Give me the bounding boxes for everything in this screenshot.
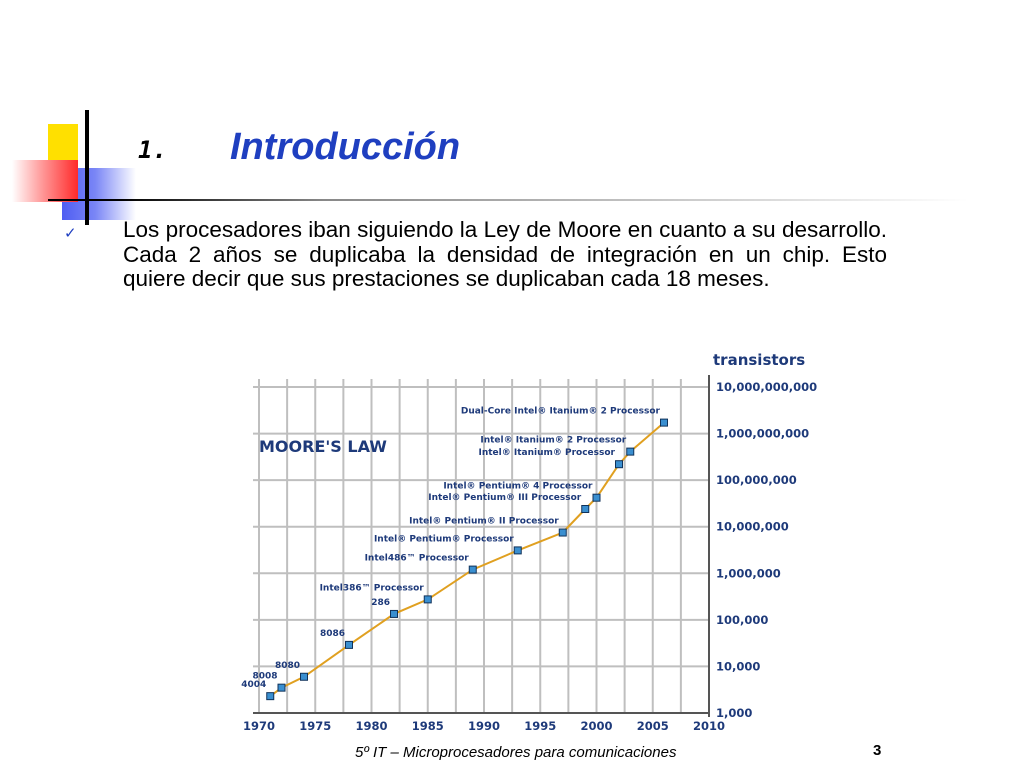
data-label: Intel® Itanium® 2 Processor: [480, 435, 627, 446]
data-point: [661, 419, 668, 426]
x-tick-label: 1975: [299, 719, 332, 733]
data-label: 8008: [252, 671, 278, 682]
data-point: [346, 641, 353, 648]
x-tick-label: 1990: [467, 719, 501, 733]
chart-title: MOORE'S LAW: [259, 437, 387, 456]
title-underline: [48, 199, 968, 201]
x-tick-label: 2005: [636, 719, 669, 733]
x-tick-label: 1970: [242, 719, 276, 733]
data-label: Intel® Pentium® 4 Processor: [443, 481, 593, 492]
x-tick-label: 1995: [524, 719, 557, 733]
y-tick-label: 100,000: [716, 612, 769, 627]
data-point: [582, 506, 589, 513]
data-label: Intel® Pentium® Processor: [373, 534, 514, 545]
x-tick-label: 2000: [580, 719, 613, 733]
data-point: [391, 610, 398, 617]
data-label: Intel486™ Processor: [364, 553, 469, 564]
data-label: 4004: [241, 680, 267, 691]
data-label: Dual-Core Intel® Itanium® 2 Processor: [460, 406, 660, 417]
moores-law-chart: [215, 345, 818, 737]
y-tick-label: 10,000,000,000: [716, 380, 818, 394]
data-label: 8080: [274, 660, 300, 671]
data-point: [627, 448, 634, 455]
decor-yellow-square: [48, 124, 78, 164]
data-point: [424, 596, 431, 603]
y-axis-title: transistors: [713, 351, 806, 369]
data-point: [267, 693, 274, 700]
data-point: [616, 461, 623, 468]
data-point: [278, 684, 285, 691]
y-tick-label: 100,000,000: [716, 473, 797, 488]
data-point: [301, 673, 308, 680]
checkmark-icon: ✓: [64, 225, 77, 242]
data-label: Intel® Pentium® II Processor: [409, 516, 559, 527]
decor-red-square: [12, 160, 78, 202]
x-tick-label: 1980: [355, 719, 388, 733]
slide-footer: 5º IT – Microprocesadores para comunicaciones: [355, 744, 677, 761]
y-tick-label: 1,000,000: [716, 566, 781, 581]
y-tick-label: 1,000: [716, 706, 753, 720]
y-tick-label: 1,000,000,000: [716, 426, 810, 441]
y-tick-label: 10,000,000: [716, 519, 789, 534]
data-point: [559, 529, 566, 536]
data-point: [593, 494, 600, 501]
x-tick-label: 1985: [411, 719, 444, 733]
section-number: 1.: [138, 136, 167, 164]
data-label: Intel386™ Processor: [319, 583, 424, 594]
decor-vertical-line: [85, 110, 89, 225]
y-tick-label: 10,000: [716, 659, 761, 674]
bullet-text: Los procesadores iban siguiendo la Ley de Moore en cuanto a su desarrollo. Cada 2 años se duplicaba la densidad de integración en un chip. Esto quiere decir que sus prestaciones se duplicaban cada 18 meses.: [123, 217, 887, 291]
data-label: 8086: [319, 628, 345, 639]
data-label: Intel® Itanium® Processor: [478, 448, 615, 459]
slide-title: Introducción: [230, 126, 461, 168]
data-label: Intel® Pentium® III Processor: [428, 493, 582, 504]
data-point: [469, 566, 476, 573]
x-tick-label: 2010: [692, 719, 726, 733]
page-number: 3: [873, 742, 882, 759]
data-label: 286: [371, 597, 390, 608]
data-point: [514, 547, 521, 554]
